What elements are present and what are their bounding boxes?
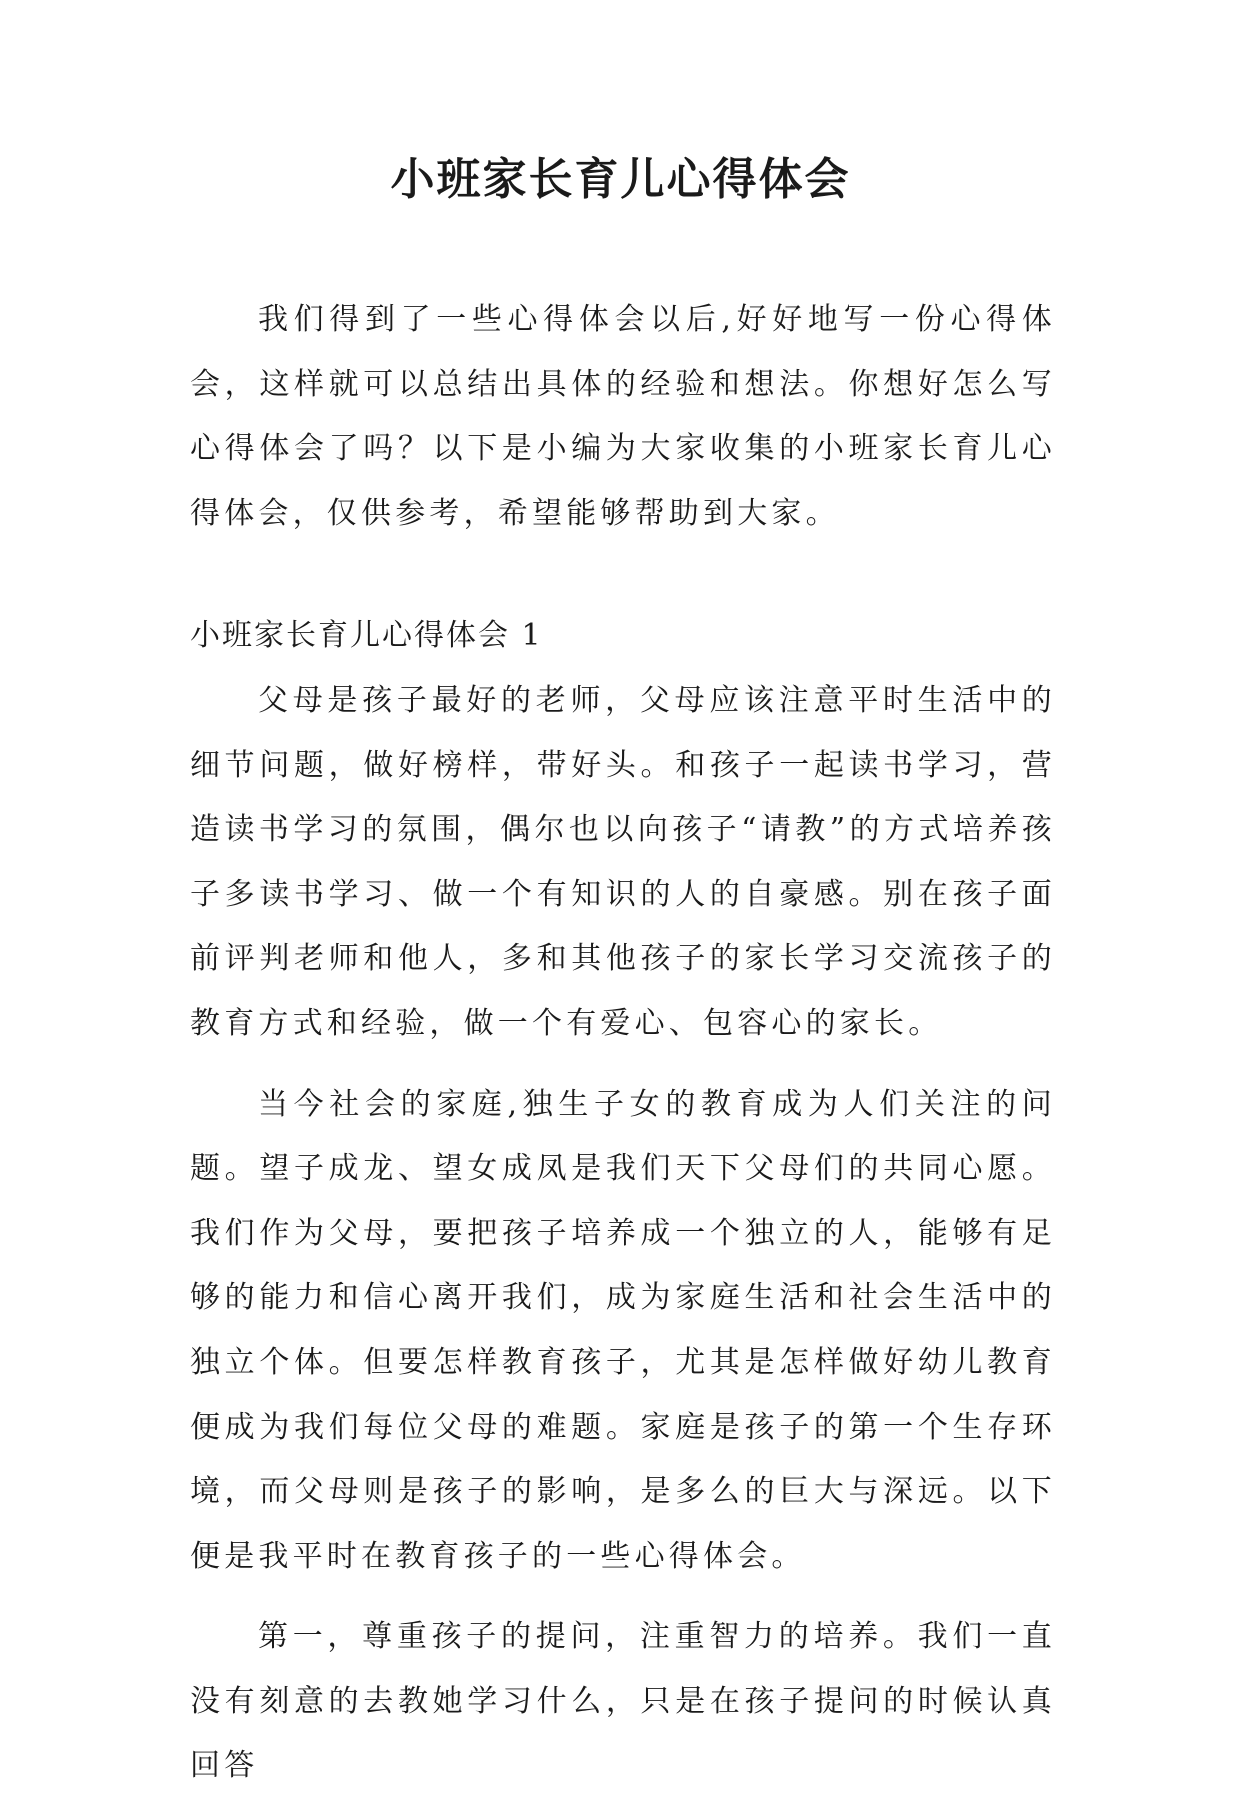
document-body xyxy=(190,288,1056,1799)
body-paragraph: 当今社会的家庭,独生子女的教育成为人们关注的问题。望子成龙、望女成凤是我们天下父母们的共同心愿。我们作为父母，要把孩子培养成一个独立的人，能够有足够的能力和信心离开我们，成为家庭生活和社会生活中的独立个体。但要怎样教育孩子，尤其是怎样做好幼儿教育便成为我们每位父母的难题。家庭是孩子的第一个生存环境，而父母则是孩子的影响，是多么的巨大与深远。以下便是我平时在教育孩子的一些心得体会。 xyxy=(190,1086,1056,1574)
body-paragraph: 父母是孩子最好的老师，父母应该注意平时生活中的细节问题，做好榜样，带好头。和孩子一起读书学习，营造读书学习的氛围，偶尔也以向孩子“请教”的方式培养孩子多读书学习、做一个有知识的人的自豪感。别在孩子面前评判老师和他人，多和其他孩子的家长学习交流孩子的教育方式和经验，做一个有爱心、包容心的家长。 xyxy=(190,682,1056,1041)
section-heading: 小班家长育儿心得体会 1 xyxy=(190,618,543,654)
body-paragraph: 第一，尊重孩子的提问，注重智力的培养。我们一直没有刻意的去教她学习什么，只是在孩子提问的时候认真回答 xyxy=(190,1619,1056,1784)
page-title: 小班家长育儿心得体会 xyxy=(390,154,851,205)
intro-paragraph: 我们得到了一些心得体会以后,好好地写一份心得体会，这样就可以总结出具体的经验和想法。你想好怎么写心得体会了吗？以下是小编为大家收集的小班家长育儿心得体会，仅供参考，希望能够帮助到大家。 xyxy=(190,302,1056,531)
